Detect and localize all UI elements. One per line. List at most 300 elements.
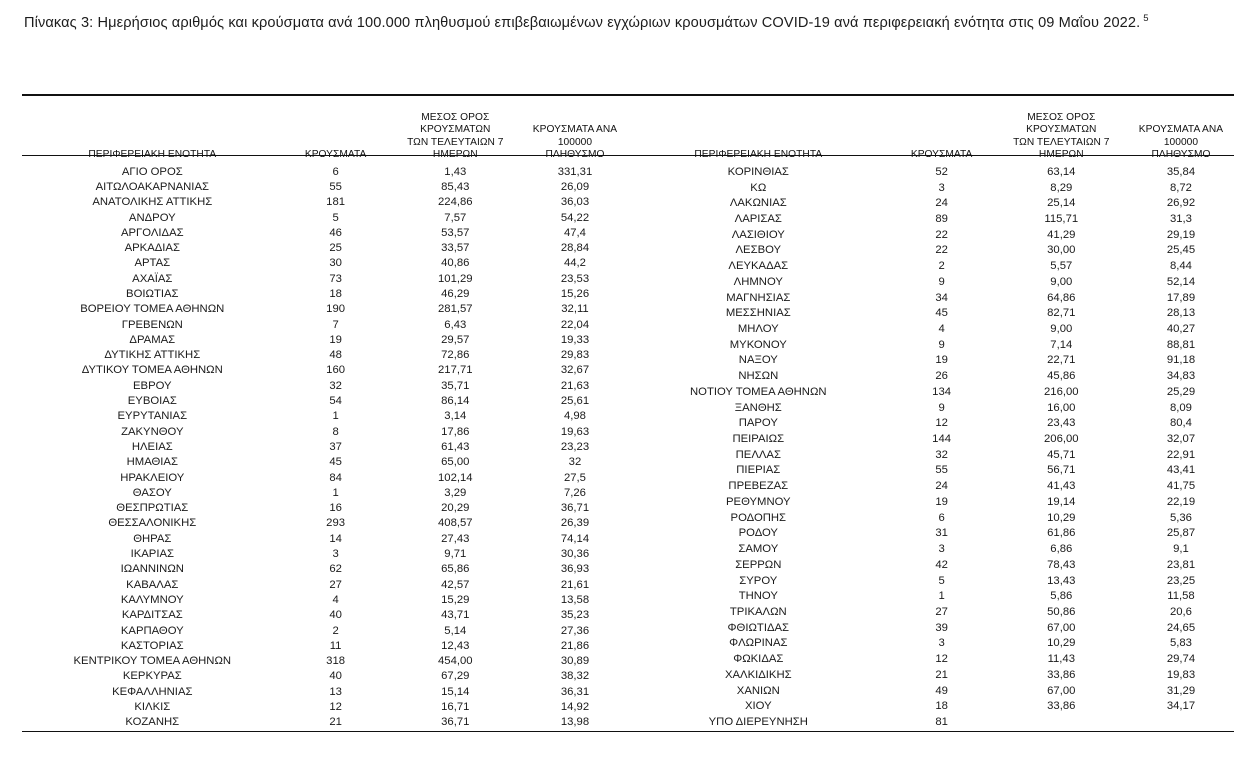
cell-cases: 14 bbox=[329, 532, 342, 545]
cell-avg7: 23,43 bbox=[1047, 417, 1076, 430]
cell-cases: 42 bbox=[935, 558, 948, 571]
cell-avg7: 8,29 bbox=[1050, 181, 1073, 194]
table-row bbox=[22, 471, 628, 486]
cell-cases: 6 bbox=[938, 511, 945, 524]
cell-avg7: 9,71 bbox=[444, 548, 467, 561]
cell-rate: 8,44 bbox=[1169, 260, 1192, 273]
cell-cases: 1 bbox=[332, 410, 339, 423]
cell-rate: 88,81 bbox=[1166, 338, 1196, 351]
cell-avg7: 43,71 bbox=[441, 609, 470, 622]
left-half-table bbox=[22, 112, 628, 731]
cell-avg7: 33,86 bbox=[1047, 700, 1076, 713]
table-row bbox=[628, 589, 1234, 605]
cell-avg7: 30,00 bbox=[1047, 244, 1076, 257]
cell-region: ΤΗΝΟΥ bbox=[738, 590, 778, 603]
cell-avg7: 216,00 bbox=[1044, 385, 1079, 398]
table-row bbox=[22, 211, 628, 226]
cell-avg7: 33,86 bbox=[1047, 668, 1076, 681]
cell-region: ΝΑΞΟΥ bbox=[738, 354, 778, 367]
col-header-avg7-line2: ΤΩΝ ΤΕΛΕΥΤΑΙΩΝ 7 ΗΜΕΡΩΝ bbox=[1013, 136, 1110, 161]
cell-rate: 19,83 bbox=[1166, 668, 1196, 681]
cell-rate: 25,29 bbox=[1166, 385, 1196, 398]
cell-region: ΡΟΔΟΠΗΣ bbox=[730, 511, 787, 524]
cell-avg7: 3,14 bbox=[444, 410, 467, 423]
cell-avg7: 86,14 bbox=[441, 395, 470, 408]
cell-region: ΗΜΑΘΙΑΣ bbox=[126, 456, 178, 469]
cell-avg7: 10,29 bbox=[1047, 637, 1076, 650]
cell-cases: 26 bbox=[935, 370, 948, 383]
cell-region: ΠΕΙΡΑΙΩΣ bbox=[732, 433, 785, 446]
cell-cases: 54 bbox=[329, 395, 342, 408]
table-row bbox=[628, 479, 1234, 495]
table-row bbox=[22, 455, 628, 470]
table-row bbox=[628, 668, 1234, 684]
cell-cases: 2 bbox=[938, 260, 945, 273]
cell-rate: 36,31 bbox=[560, 685, 590, 698]
cell-rate: 4,98 bbox=[563, 410, 586, 423]
cell-cases: 190 bbox=[326, 303, 346, 316]
table-row bbox=[22, 440, 628, 455]
cell-avg7: 53,57 bbox=[441, 226, 470, 239]
cell-avg7: 22,71 bbox=[1047, 354, 1076, 367]
cell-region: ΚΕΡΚΥΡΑΣ bbox=[122, 670, 182, 683]
cell-avg7: 224,86 bbox=[438, 196, 473, 209]
cell-avg7: 11,43 bbox=[1047, 653, 1075, 666]
cell-rate: 30,36 bbox=[560, 548, 590, 561]
cell-region: ΚΑΣΤΟΡΙΑΣ bbox=[120, 639, 184, 652]
table-row bbox=[22, 425, 628, 440]
cell-cases: 45 bbox=[935, 307, 948, 320]
header-row bbox=[22, 112, 628, 165]
cell-region: ΖΑΚΥΝΘΟΥ bbox=[121, 425, 184, 438]
cell-rate: 30,89 bbox=[560, 655, 590, 668]
right-half-table bbox=[628, 112, 1234, 731]
table-row bbox=[628, 385, 1234, 401]
cell-avg7: 82,71 bbox=[1047, 307, 1076, 320]
cell-avg7: 13,43 bbox=[1047, 574, 1076, 587]
cell-avg7: 67,00 bbox=[1047, 621, 1076, 634]
col-header-avg7 bbox=[995, 112, 1128, 165]
cell-cases: 18 bbox=[935, 700, 948, 713]
cell-rate: 36,03 bbox=[560, 196, 590, 209]
cell-avg7: 16,00 bbox=[1047, 401, 1076, 414]
cell-avg7: 15,29 bbox=[441, 593, 470, 606]
cell-avg7: 12,43 bbox=[441, 639, 470, 652]
cell-rate: 13,98 bbox=[560, 716, 590, 729]
table-row bbox=[628, 416, 1234, 432]
cell-region: ΚΕΦΑΛΛΗΝΙΑΣ bbox=[112, 685, 193, 698]
cell-rate: 8,72 bbox=[1169, 181, 1192, 194]
table-row bbox=[22, 287, 628, 302]
cell-region: ΛΕΥΚΑΔΑΣ bbox=[728, 260, 789, 273]
cell-region: ΝΟΤΙΟΥ ΤΟΜΕΑ ΑΘΗΝΩΝ bbox=[690, 385, 827, 398]
table-row bbox=[628, 165, 1234, 181]
cell-cases: 62 bbox=[329, 563, 342, 576]
cell-avg7: 50,86 bbox=[1047, 605, 1076, 618]
table-row bbox=[628, 636, 1234, 652]
table-3 bbox=[22, 94, 1234, 732]
cell-avg7: 45,86 bbox=[1047, 370, 1076, 383]
cell-cases: 45 bbox=[329, 456, 342, 469]
right-table-head bbox=[628, 112, 1234, 165]
cell-region: ΔΡΑΜΑΣ bbox=[129, 333, 176, 346]
col-header-region-label: ΠΕΡΙΦΕΡΕΙΑΚΗ ΕΝΟΤΗΤΑ bbox=[694, 149, 823, 161]
cell-cases: 2 bbox=[332, 624, 339, 637]
table-columns-container bbox=[22, 112, 1234, 731]
cell-region: ΑΓΙΟ ΟΡΟΣ bbox=[121, 165, 183, 178]
cell-rate: 36,93 bbox=[560, 563, 590, 576]
cell-cases: 12 bbox=[329, 701, 342, 714]
cell-avg7: 45,71 bbox=[1047, 448, 1076, 461]
table-row bbox=[628, 699, 1234, 715]
cell-region: ΚΕΝΤΡΙΚΟΥ ΤΟΜΕΑ ΑΘΗΝΩΝ bbox=[73, 655, 232, 668]
cell-avg7: 5,57 bbox=[1050, 260, 1073, 273]
cell-region: ΑΝΔΡΟΥ bbox=[128, 211, 176, 224]
cell-avg7: 20,29 bbox=[441, 502, 470, 515]
cell-region: ΙΩΑΝΝΙΝΩΝ bbox=[120, 563, 184, 576]
cell-cases: 5 bbox=[332, 211, 339, 224]
cell-cases: 19 bbox=[935, 354, 948, 367]
cell-avg7: 115,71 bbox=[1044, 212, 1079, 225]
cell-cases: 32 bbox=[329, 379, 342, 392]
cell-avg7: 46,29 bbox=[441, 288, 470, 300]
cell-avg7: 41,43 bbox=[1047, 480, 1076, 493]
cell-region: ΙΚΑΡΙΑΣ bbox=[130, 548, 174, 561]
cell-region: ΑΙΤΩΛΟΑΚΑΡΝΑΝΙΑΣ bbox=[95, 180, 209, 193]
table-row bbox=[22, 593, 628, 608]
cell-avg7: 19,14 bbox=[1047, 495, 1076, 508]
cell-cases: 55 bbox=[329, 180, 342, 193]
cell-cases: 4 bbox=[938, 323, 945, 336]
cell-region: ΔΥΤΙΚΟΥ ΤΟΜΕΑ ΑΘΗΝΩΝ bbox=[81, 364, 223, 377]
cell-rate: 44,2 bbox=[563, 257, 586, 270]
cell-cases: 6 bbox=[332, 165, 339, 178]
cell-rate: 29,74 bbox=[1166, 653, 1196, 666]
cell-region: ΡΕΘΥΜΝΟΥ bbox=[726, 495, 791, 508]
cell-rate: 23,23 bbox=[560, 440, 590, 453]
col-header-avg7-line2: ΤΩΝ ΤΕΛΕΥΤΑΙΩΝ 7 ΗΜΕΡΩΝ bbox=[407, 136, 504, 161]
cell-cases: 3 bbox=[332, 548, 339, 561]
table-row bbox=[22, 639, 628, 654]
cell-region: ΘΑΣΟΥ bbox=[132, 486, 172, 499]
cell-cases: 134 bbox=[932, 385, 952, 398]
cell-avg7: 6,86 bbox=[1050, 543, 1073, 556]
cell-rate: 23,25 bbox=[1166, 574, 1196, 587]
cell-region: ΕΥΡΥΤΑΝΙΑΣ bbox=[117, 410, 188, 423]
cell-region: ΛΕΣΒΟΥ bbox=[735, 244, 782, 257]
cell-region: ΜΑΓΝΗΣΙΑΣ bbox=[726, 291, 791, 304]
cell-cases: 55 bbox=[935, 464, 948, 477]
cell-region: ΦΘΙΩΤΙΔΑΣ bbox=[727, 621, 790, 634]
cell-rate: 22,04 bbox=[560, 318, 590, 331]
cell-cases: 31 bbox=[935, 527, 948, 540]
cell-region: ΧΙΟΥ bbox=[744, 700, 772, 713]
footnote-marker: 5 bbox=[1143, 13, 1149, 25]
cell-rate bbox=[1128, 715, 1234, 731]
cell-rate: 29,83 bbox=[560, 349, 590, 362]
table-row bbox=[22, 195, 628, 210]
cell-avg7: 36,71 bbox=[441, 716, 470, 729]
cell-cases: 22 bbox=[935, 228, 948, 241]
cell-cases: 89 bbox=[935, 212, 948, 225]
table-row bbox=[628, 243, 1234, 259]
cell-avg7: 56,71 bbox=[1047, 464, 1076, 477]
cell-avg7: 42,57 bbox=[441, 578, 470, 591]
cell-avg7: 206,00 bbox=[1044, 433, 1079, 446]
col-header-rate-line2: ΠΛΗΘΥΣΜΟ bbox=[545, 149, 605, 161]
cell-rate: 19,63 bbox=[560, 425, 590, 438]
cell-rate: 26,39 bbox=[560, 517, 590, 530]
cell-avg7: 63,14 bbox=[1047, 165, 1076, 178]
cell-avg7: 61,43 bbox=[441, 440, 470, 453]
table-row bbox=[628, 715, 1234, 731]
cell-rate: 8,09 bbox=[1169, 401, 1192, 414]
col-header-avg7-line1: ΜΕΣΟΣ ΟΡΟΣ ΚΡΟΥΣΜΑΤΩΝ bbox=[1026, 112, 1097, 136]
cell-region: ΛΗΜΝΟΥ bbox=[733, 275, 783, 288]
table-row bbox=[628, 573, 1234, 589]
table-row bbox=[628, 652, 1234, 668]
cell-cases: 46 bbox=[329, 226, 342, 239]
cell-cases: 18 bbox=[329, 288, 342, 300]
cell-cases: 27 bbox=[329, 578, 342, 591]
table-row bbox=[628, 338, 1234, 354]
col-header-region-label: ΠΕΡΙΦΕΡΕΙΑΚΗ ΕΝΟΤΗΤΑ bbox=[88, 149, 217, 161]
cell-cases: 21 bbox=[935, 668, 948, 681]
cell-cases: 32 bbox=[935, 448, 948, 461]
cell-cases: 25 bbox=[329, 242, 342, 255]
cell-rate: 21,63 bbox=[560, 379, 590, 392]
table-row bbox=[22, 624, 628, 639]
cell-cases: 160 bbox=[326, 364, 346, 377]
cell-region: ΠΙΕΡΙΑΣ bbox=[736, 464, 781, 477]
table-row bbox=[628, 526, 1234, 542]
cell-rate: 27,36 bbox=[560, 624, 590, 637]
cell-rate: 26,09 bbox=[560, 180, 590, 193]
cell-cases: 3 bbox=[938, 543, 945, 556]
table-row bbox=[22, 180, 628, 195]
cell-rate: 32,07 bbox=[1166, 433, 1196, 446]
cell-region: ΧΑΝΙΩΝ bbox=[736, 684, 780, 697]
cell-avg7: 1,43 bbox=[444, 165, 467, 178]
cell-region: ΑΝΑΤΟΛΙΚΗΣ ΑΤΤΙΚΗΣ bbox=[92, 196, 213, 209]
header-underline-rule bbox=[22, 155, 1234, 156]
cell-region: ΠΕΛΛΑΣ bbox=[735, 448, 781, 461]
cell-avg7: 454,00 bbox=[438, 655, 473, 668]
cell-rate: 5,83 bbox=[1169, 637, 1192, 650]
cell-region: ΑΡΓΟΛΙΔΑΣ bbox=[120, 226, 184, 239]
col-header-rate bbox=[1128, 112, 1234, 165]
cell-avg7: 25,14 bbox=[1047, 197, 1076, 210]
table-row bbox=[628, 432, 1234, 448]
cell-cases: 5 bbox=[938, 574, 945, 587]
col-header-rate bbox=[522, 112, 628, 165]
cell-rate: 25,45 bbox=[1166, 244, 1196, 257]
table-row bbox=[628, 448, 1234, 464]
cell-cases: 7 bbox=[332, 318, 339, 331]
cell-cases: 3 bbox=[938, 181, 945, 194]
table-row bbox=[22, 654, 628, 669]
cell-region: ΦΛΩΡΙΝΑΣ bbox=[729, 637, 788, 650]
table-row bbox=[22, 516, 628, 531]
col-header-rate-line2: ΠΛΗΘΥΣΜΟ bbox=[1151, 149, 1211, 161]
cell-rate: 19,33 bbox=[560, 333, 590, 346]
table-row bbox=[628, 306, 1234, 322]
table-row bbox=[628, 196, 1234, 212]
cell-avg7: 65,00 bbox=[441, 456, 470, 469]
table-row bbox=[628, 605, 1234, 621]
table-bottom-rule bbox=[22, 731, 1234, 732]
cell-rate: 24,65 bbox=[1166, 621, 1196, 634]
cell-rate: 23,53 bbox=[560, 272, 590, 285]
cell-region: ΜΥΚΟΝΟΥ bbox=[729, 338, 787, 351]
cell-rate: 28,13 bbox=[1166, 307, 1196, 320]
table-row bbox=[628, 542, 1234, 558]
cell-cases: 1 bbox=[332, 486, 339, 499]
table-row bbox=[22, 608, 628, 623]
cell-avg7: 29,57 bbox=[441, 333, 470, 346]
cell-cases: 9 bbox=[938, 401, 945, 414]
cell-rate: 331,31 bbox=[557, 165, 593, 178]
cell-cases: 24 bbox=[935, 197, 948, 210]
cell-cases: 9 bbox=[938, 275, 945, 288]
cell-avg7: 16,71 bbox=[441, 701, 470, 714]
cell-cases: 318 bbox=[326, 655, 346, 668]
cell-avg7: 101,29 bbox=[438, 272, 473, 285]
cell-rate: 34,17 bbox=[1166, 700, 1196, 713]
cell-cases: 181 bbox=[326, 196, 346, 209]
table-row bbox=[628, 463, 1234, 479]
cell-cases: 24 bbox=[935, 480, 948, 493]
table-row bbox=[22, 486, 628, 501]
cell-region: ΠΑΡΟΥ bbox=[738, 417, 778, 430]
cell-rate: 15,26 bbox=[560, 288, 590, 300]
table-row bbox=[22, 532, 628, 547]
cell-cases: 21 bbox=[329, 716, 342, 729]
cell-rate: 43,41 bbox=[1166, 464, 1196, 477]
cell-region: ΔΥΤΙΚΗΣ ΑΤΤΙΚΗΣ bbox=[104, 349, 201, 362]
cell-region: ΗΛΕΙΑΣ bbox=[131, 440, 173, 453]
cell-region: ΝΗΣΩΝ bbox=[738, 370, 779, 383]
cell-avg7: 7,57 bbox=[444, 211, 467, 224]
table-row bbox=[22, 302, 628, 317]
cell-cases: 3 bbox=[938, 637, 945, 650]
cell-rate: 35,23 bbox=[560, 609, 590, 622]
table-row bbox=[22, 165, 628, 180]
table-row bbox=[628, 400, 1234, 416]
table-row bbox=[22, 547, 628, 562]
left-table-head bbox=[22, 112, 628, 165]
cell-avg7: 61,86 bbox=[1047, 527, 1076, 540]
cell-rate: 11,58 bbox=[1167, 590, 1195, 603]
cell-avg7: 33,57 bbox=[441, 242, 470, 255]
table-row bbox=[22, 700, 628, 715]
cell-rate: 28,84 bbox=[560, 242, 590, 255]
cell-cases: 84 bbox=[329, 471, 342, 484]
cell-region: ΚΩ bbox=[750, 181, 767, 194]
cell-rate: 32,11 bbox=[561, 303, 589, 316]
cell-avg7: 5,86 bbox=[1050, 590, 1073, 603]
cell-region: ΚΑΡΠΑΘΟΥ bbox=[120, 624, 184, 637]
cell-region: ΚΑΛΥΜΝΟΥ bbox=[120, 593, 184, 606]
cell-rate: 26,92 bbox=[1166, 197, 1196, 210]
cell-avg7: 65,86 bbox=[441, 563, 470, 576]
cell-region: ΚΟΡΙΝΘΙΑΣ bbox=[727, 165, 789, 178]
table-caption-text: Πίνακας 3: Ημερήσιος αριθμός και κρούσματα ανά 100.000 πληθυσμού επιβεβαιωμένων εγχώριων κρουσμάτων COVID-19 ανά περιφερειακή ενότητα στις 09 Μαΐου 2022. bbox=[24, 15, 1141, 31]
cell-region: ΘΗΡΑΣ bbox=[133, 532, 172, 545]
col-header-rate-line1: ΚΡΟΥΣΜΑΤΑ ΑΝΑ 100000 bbox=[532, 124, 618, 148]
cell-rate: 25,61 bbox=[560, 395, 590, 408]
cell-region: ΕΒΡΟΥ bbox=[133, 379, 172, 392]
cell-cases: 16 bbox=[329, 502, 342, 515]
cell-rate: 27,5 bbox=[563, 471, 586, 484]
cell-rate: 21,61 bbox=[560, 578, 590, 591]
cell-avg7: 40,86 bbox=[441, 257, 470, 270]
table-row bbox=[22, 226, 628, 241]
cell-cases: 40 bbox=[329, 670, 342, 683]
cell-region: ΕΥΒΟΙΑΣ bbox=[127, 395, 177, 408]
cell-region: ΞΑΝΘΗΣ bbox=[734, 401, 782, 414]
cell-rate: 38,32 bbox=[560, 670, 590, 683]
cell-region: ΓΡΕΒΕΝΩΝ bbox=[121, 318, 183, 331]
cell-avg7: 27,43 bbox=[441, 532, 470, 545]
cell-rate: 20,6 bbox=[1169, 605, 1192, 618]
cell-rate: 29,19 bbox=[1166, 228, 1196, 241]
table-row bbox=[22, 562, 628, 577]
cell-cases: 30 bbox=[329, 257, 342, 270]
table-row bbox=[628, 495, 1234, 511]
cell-cases: 39 bbox=[935, 621, 948, 634]
cell-rate: 13,58 bbox=[560, 593, 590, 606]
table-row bbox=[22, 409, 628, 424]
cell-avg7: 67,29 bbox=[441, 670, 470, 683]
cell-region: ΜΕΣΣΗΝΙΑΣ bbox=[725, 307, 791, 320]
cell-rate: 34,83 bbox=[1166, 370, 1196, 383]
cell-cases: 144 bbox=[932, 433, 952, 446]
cell-rate: 7,26 bbox=[563, 486, 586, 499]
cell-avg7: 41,29 bbox=[1047, 228, 1076, 241]
cell-region: ΘΕΣΣΑΛΟΝΙΚΗΣ bbox=[108, 517, 197, 530]
cell-region: ΑΡΚΑΔΙΑΣ bbox=[124, 242, 180, 255]
cell-region: ΘΕΣΠΡΩΤΙΑΣ bbox=[116, 502, 189, 515]
cell-cases: 1 bbox=[938, 590, 945, 603]
cell-cases: 19 bbox=[329, 333, 342, 346]
cell-avg7: 9,00 bbox=[1050, 275, 1073, 288]
cell-cases: 81 bbox=[935, 716, 948, 729]
cell-cases: 34 bbox=[935, 291, 948, 304]
cell-region: ΣΑΜΟΥ bbox=[738, 543, 779, 556]
cell-avg7: 72,86 bbox=[441, 349, 470, 362]
cell-avg7: 102,14 bbox=[438, 471, 473, 484]
cell-rate: 32 bbox=[568, 456, 582, 469]
cell-cases: 8 bbox=[332, 425, 339, 438]
table-caption bbox=[24, 10, 1232, 36]
cell-rate: 22,91 bbox=[1166, 448, 1196, 461]
cell-cases: 48 bbox=[329, 349, 342, 362]
cell-region: ΣΕΡΡΩΝ bbox=[735, 558, 782, 571]
cell-region: ΒΟΙΩΤΙΑΣ bbox=[126, 288, 179, 300]
col-header-rate-line1: ΚΡΟΥΣΜΑΤΑ ΑΝΑ 100000 bbox=[1138, 124, 1224, 148]
cell-rate: 9,1 bbox=[1173, 543, 1189, 556]
cell-cases: 12 bbox=[935, 417, 948, 430]
cell-avg7: 17,86 bbox=[441, 425, 470, 438]
cell-rate: 54,22 bbox=[560, 211, 590, 224]
table-row bbox=[628, 510, 1234, 526]
cell-cases: 52 bbox=[935, 165, 948, 178]
cell-region: ΚΑΡΔΙΤΣΑΣ bbox=[121, 609, 183, 622]
cell-rate: 25,87 bbox=[1166, 527, 1196, 540]
cell-region: ΥΠΟ ΔΙΕΡΕΥΝΗΣΗ bbox=[708, 716, 808, 729]
table-row bbox=[628, 322, 1234, 338]
